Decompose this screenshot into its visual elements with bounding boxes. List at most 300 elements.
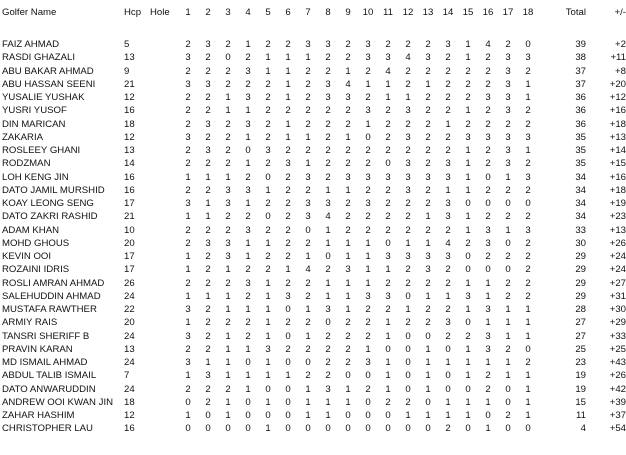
score-cell: 3 bbox=[285, 158, 291, 170]
spacer-cell bbox=[538, 131, 548, 144]
golfer-name-cell: ABU HASSAN SEENI bbox=[2, 78, 96, 90]
score-cell: 2 bbox=[485, 52, 491, 64]
score-cell: 0 bbox=[465, 423, 471, 435]
score-cell: 3 bbox=[525, 131, 531, 143]
total-cell: 38 bbox=[575, 52, 586, 64]
score-cell: 0 bbox=[265, 383, 271, 395]
score-cell: 1 bbox=[445, 396, 451, 408]
score-cell: 3 bbox=[185, 330, 191, 342]
hole-4-header: 4 bbox=[245, 7, 251, 18]
hole-cell bbox=[150, 224, 178, 237]
hole-cell bbox=[150, 343, 178, 356]
score-cell: 3 bbox=[505, 52, 511, 64]
score-cell: 2 bbox=[485, 105, 491, 117]
table-row bbox=[2, 263, 626, 276]
hole-12-header: 12 bbox=[402, 7, 414, 18]
score-cell: 0 bbox=[265, 171, 271, 183]
plus-minus-cell: +18 bbox=[609, 184, 626, 196]
score-cell: 3 bbox=[185, 357, 191, 368]
table-row bbox=[2, 422, 626, 435]
score-cell: 3 bbox=[505, 92, 511, 103]
spacer-cell bbox=[538, 144, 548, 157]
score-cell: 0 bbox=[345, 410, 351, 421]
hcp-cell: 21 bbox=[124, 211, 135, 223]
spacer-cell bbox=[538, 184, 548, 197]
score-cell: 0 bbox=[385, 343, 391, 355]
score-cell: 2 bbox=[445, 78, 451, 90]
score-cell: 0 bbox=[285, 396, 291, 408]
hcp-cell: 9 bbox=[124, 65, 130, 77]
score-cell: 2 bbox=[325, 158, 331, 170]
score-cell: 1 bbox=[265, 396, 271, 408]
score-cell: 2 bbox=[185, 184, 191, 196]
score-cell: 3 bbox=[485, 330, 491, 342]
hole-cell bbox=[150, 51, 178, 64]
golfer-name-cell: CHRISTOPHER LAU bbox=[2, 423, 93, 435]
score-cell: 3 bbox=[365, 357, 371, 368]
hole-cell bbox=[150, 422, 178, 435]
score-cell: 1 bbox=[245, 237, 251, 249]
score-cell: 3 bbox=[445, 171, 451, 183]
score-cell: 1 bbox=[425, 343, 431, 355]
hcp-cell: 16 bbox=[124, 171, 135, 183]
score-cell: 1 bbox=[245, 39, 251, 50]
score-cell: 2 bbox=[265, 131, 271, 143]
score-cell: 3 bbox=[185, 131, 191, 143]
hole-cell bbox=[150, 131, 178, 144]
total-cell: 28 bbox=[575, 304, 586, 315]
score-cell: 2 bbox=[345, 357, 351, 368]
score-cell: 3 bbox=[205, 237, 211, 249]
score-cell: 1 bbox=[285, 92, 291, 103]
score-cell: 2 bbox=[225, 224, 231, 236]
score-cell: 2 bbox=[525, 237, 531, 249]
hole-cell bbox=[150, 383, 178, 396]
score-cell: 2 bbox=[385, 105, 391, 117]
hole-1-header: 1 bbox=[185, 7, 191, 18]
plus-minus-cell: +18 bbox=[609, 118, 626, 130]
hole-16-header: 16 bbox=[482, 7, 494, 18]
score-cell: 1 bbox=[225, 410, 231, 421]
hole-15-header: 15 bbox=[462, 7, 474, 18]
score-cell: 0 bbox=[505, 423, 511, 435]
score-cell: 2 bbox=[205, 383, 211, 395]
total-cell: 35 bbox=[575, 158, 586, 170]
table-row bbox=[2, 184, 626, 197]
score-cell: 1 bbox=[345, 277, 351, 289]
hole-9-header: 9 bbox=[345, 7, 351, 18]
score-cell: 2 bbox=[305, 145, 311, 156]
score-cell: 1 bbox=[325, 396, 331, 408]
score-cell: 0 bbox=[485, 264, 491, 276]
score-cell: 1 bbox=[505, 317, 511, 329]
score-cell: 0 bbox=[525, 39, 531, 50]
hole-17-header: 17 bbox=[502, 7, 514, 18]
score-cell: 2 bbox=[425, 118, 431, 130]
score-cell: 1 bbox=[525, 78, 531, 90]
score-cell: 1 bbox=[365, 277, 371, 289]
score-cell: 2 bbox=[385, 304, 391, 315]
hole-cell bbox=[150, 277, 178, 290]
score-cell: 3 bbox=[365, 290, 371, 302]
score-cell: 2 bbox=[405, 396, 411, 408]
score-cell: 2 bbox=[205, 251, 211, 262]
hole-cell bbox=[150, 38, 178, 51]
score-cell: 2 bbox=[505, 184, 511, 196]
total-cell: 15 bbox=[575, 396, 586, 408]
score-cell: 0 bbox=[285, 330, 291, 342]
total-cell: 36 bbox=[575, 92, 586, 103]
hole-cell bbox=[150, 330, 178, 343]
table-row bbox=[2, 409, 626, 422]
score-cell: 2 bbox=[445, 105, 451, 117]
hole-cell bbox=[150, 171, 178, 184]
total-cell: 36 bbox=[575, 105, 586, 117]
total-cell: 35 bbox=[575, 131, 586, 143]
total-cell: 11 bbox=[576, 410, 586, 421]
score-cell: 2 bbox=[525, 184, 531, 196]
golfer-name-cell: PRAVIN KARAN bbox=[2, 343, 73, 355]
hole-10-header: 10 bbox=[362, 7, 374, 18]
plus-minus-cell: +27 bbox=[609, 277, 626, 289]
score-cell: 3 bbox=[305, 198, 311, 209]
spacer-cell bbox=[538, 356, 548, 369]
score-cell: 2 bbox=[485, 78, 491, 90]
hole-cell bbox=[150, 157, 178, 170]
score-cell: 1 bbox=[445, 290, 451, 302]
score-cell: 0 bbox=[405, 330, 411, 342]
score-cell: 2 bbox=[525, 264, 531, 276]
plus-minus-cell: +2 bbox=[615, 39, 626, 50]
hole-14-header: 14 bbox=[442, 7, 454, 18]
score-cell: 0 bbox=[485, 198, 491, 209]
table-row bbox=[2, 91, 626, 104]
spacer-cell bbox=[538, 316, 548, 329]
score-cell: 2 bbox=[205, 158, 211, 170]
score-cell: 2 bbox=[425, 105, 431, 117]
score-cell: 1 bbox=[425, 357, 431, 368]
score-cell: 1 bbox=[325, 277, 331, 289]
score-cell: 1 bbox=[385, 78, 391, 90]
score-cell: 0 bbox=[305, 357, 311, 368]
spacer-cell bbox=[538, 104, 548, 117]
score-cell: 1 bbox=[225, 105, 231, 117]
hole-6-header: 6 bbox=[285, 7, 291, 18]
score-cell: 0 bbox=[265, 211, 271, 223]
score-cell: 2 bbox=[225, 383, 231, 395]
score-cell: 1 bbox=[205, 290, 211, 302]
spacer-cell bbox=[538, 383, 548, 396]
score-cell: 2 bbox=[385, 198, 391, 209]
score-cell: 2 bbox=[385, 224, 391, 236]
score-cell: 2 bbox=[285, 277, 291, 289]
plus-minus-cell: +29 bbox=[609, 317, 626, 329]
leaderboard-table bbox=[2, 4, 626, 436]
score-cell: 1 bbox=[305, 131, 311, 143]
plus-minus-cell: +24 bbox=[609, 251, 626, 262]
score-cell: 1 bbox=[305, 383, 311, 395]
hcp-cell: 7 bbox=[124, 370, 130, 382]
hcp-cell: 24 bbox=[124, 290, 135, 302]
score-cell: 3 bbox=[225, 237, 231, 249]
total-cell: 34 bbox=[575, 184, 586, 196]
score-cell: 3 bbox=[525, 224, 531, 236]
score-cell: 3 bbox=[185, 198, 191, 209]
score-cell: 1 bbox=[245, 304, 251, 315]
table-row bbox=[2, 131, 626, 144]
score-cell: 3 bbox=[345, 264, 351, 276]
table-row bbox=[2, 78, 626, 91]
spacer-cell bbox=[538, 343, 548, 356]
hole-cell bbox=[150, 237, 178, 250]
hole-cell bbox=[150, 210, 178, 223]
score-cell: 2 bbox=[285, 224, 291, 236]
score-cell: 2 bbox=[345, 330, 351, 342]
score-cell: 1 bbox=[325, 184, 331, 196]
score-cell: 2 bbox=[385, 39, 391, 50]
score-cell: 1 bbox=[525, 330, 531, 342]
score-cell: 2 bbox=[325, 145, 331, 156]
score-cell: 3 bbox=[365, 171, 371, 183]
score-cell: 0 bbox=[365, 131, 371, 143]
score-cell: 3 bbox=[225, 198, 231, 209]
score-cell: 2 bbox=[345, 118, 351, 130]
score-cell: 3 bbox=[445, 158, 451, 170]
score-cell: 0 bbox=[505, 383, 511, 395]
score-cell: 2 bbox=[285, 171, 291, 183]
total-cell: 39 bbox=[575, 39, 586, 50]
score-cell: 2 bbox=[425, 158, 431, 170]
score-cell: 2 bbox=[505, 343, 511, 355]
score-cell: 2 bbox=[305, 92, 311, 103]
score-cell: 2 bbox=[405, 277, 411, 289]
plus-minus-cell: +33 bbox=[609, 330, 626, 342]
score-cell: 2 bbox=[525, 158, 531, 170]
score-cell: 2 bbox=[385, 145, 391, 156]
score-cell: 1 bbox=[525, 92, 531, 103]
score-cell: 0 bbox=[305, 224, 311, 236]
score-cell: 1 bbox=[185, 317, 191, 329]
table-row bbox=[2, 51, 626, 64]
score-cell: 1 bbox=[345, 304, 351, 315]
total-cell: 25 bbox=[575, 343, 586, 355]
score-cell: 0 bbox=[465, 251, 471, 262]
score-cell: 2 bbox=[205, 131, 211, 143]
score-cell: 3 bbox=[505, 158, 511, 170]
score-cell: 2 bbox=[225, 65, 231, 77]
score-cell: 2 bbox=[365, 184, 371, 196]
score-cell: 1 bbox=[525, 145, 531, 156]
score-cell: 1 bbox=[265, 304, 271, 315]
score-cell: 3 bbox=[425, 52, 431, 64]
score-cell: 3 bbox=[305, 211, 311, 223]
score-cell: 1 bbox=[305, 52, 311, 64]
table-row bbox=[2, 237, 626, 250]
score-cell: 2 bbox=[285, 211, 291, 223]
score-cell: 2 bbox=[385, 277, 391, 289]
hole-cell bbox=[150, 104, 178, 117]
table-row bbox=[2, 250, 626, 263]
score-cell: 3 bbox=[405, 184, 411, 196]
hcp-header: Hcp bbox=[124, 7, 142, 18]
score-cell: 1 bbox=[285, 118, 291, 130]
score-cell: 1 bbox=[425, 383, 431, 395]
score-cell: 1 bbox=[485, 357, 491, 368]
score-cell: 3 bbox=[205, 78, 211, 90]
table-row bbox=[2, 330, 626, 343]
golfer-name-cell: ZAKARIA bbox=[2, 131, 44, 143]
score-cell: 3 bbox=[405, 251, 411, 262]
score-cell: 3 bbox=[245, 184, 251, 196]
score-cell: 0 bbox=[285, 383, 291, 395]
score-cell: 2 bbox=[525, 290, 531, 302]
score-cell: 3 bbox=[365, 39, 371, 50]
score-cell: 1 bbox=[345, 396, 351, 408]
score-cell: 1 bbox=[325, 224, 331, 236]
score-cell: 1 bbox=[285, 370, 291, 382]
score-cell: 2 bbox=[485, 370, 491, 382]
table-row bbox=[2, 197, 626, 210]
score-cell: 1 bbox=[385, 330, 391, 342]
score-cell: 0 bbox=[505, 237, 511, 249]
table-row bbox=[2, 396, 626, 409]
golfer-name-cell: MUSTAFA RAWTHER bbox=[2, 304, 97, 315]
score-cell: 2 bbox=[185, 224, 191, 236]
score-cell: 2 bbox=[205, 396, 211, 408]
table-row bbox=[2, 224, 626, 237]
score-cell: 2 bbox=[425, 184, 431, 196]
table-row bbox=[2, 118, 626, 131]
score-cell: 2 bbox=[325, 171, 331, 183]
total-cell: 29 bbox=[575, 277, 586, 289]
score-cell: 2 bbox=[485, 145, 491, 156]
score-cell: 2 bbox=[385, 184, 391, 196]
score-cell: 2 bbox=[385, 118, 391, 130]
golfer-name-cell: DATO ZAKRI RASHID bbox=[2, 211, 98, 223]
score-cell: 0 bbox=[245, 145, 251, 156]
score-cell: 1 bbox=[205, 171, 211, 183]
header-row bbox=[2, 4, 626, 21]
score-cell: 2 bbox=[425, 317, 431, 329]
score-cell: 1 bbox=[285, 131, 291, 143]
total-cell: 34 bbox=[575, 171, 586, 183]
total-cell: 19 bbox=[575, 370, 586, 382]
score-cell: 2 bbox=[205, 343, 211, 355]
score-cell: 1 bbox=[225, 92, 231, 103]
score-cell: 2 bbox=[305, 277, 311, 289]
table-row bbox=[2, 383, 626, 396]
score-cell: 3 bbox=[485, 224, 491, 236]
score-cell: 1 bbox=[345, 383, 351, 395]
hcp-cell: 13 bbox=[124, 145, 135, 156]
spacer-cell bbox=[538, 303, 548, 316]
score-cell: 1 bbox=[305, 396, 311, 408]
score-cell: 2 bbox=[505, 211, 511, 223]
score-cell: 2 bbox=[305, 370, 311, 382]
score-cell: 3 bbox=[485, 92, 491, 103]
plus-minus-cell: +13 bbox=[609, 131, 626, 143]
total-cell: 4 bbox=[580, 423, 586, 435]
score-cell: 2 bbox=[465, 92, 471, 103]
score-cell: 2 bbox=[405, 39, 411, 50]
golfer-name-cell: FAIZ AHMAD bbox=[2, 39, 60, 50]
score-cell: 1 bbox=[445, 118, 451, 130]
score-cell: 2 bbox=[205, 184, 211, 196]
score-cell: 2 bbox=[505, 118, 511, 130]
hole-cell bbox=[150, 197, 178, 210]
table-row bbox=[2, 369, 626, 382]
score-cell: 3 bbox=[385, 171, 391, 183]
score-cell: 2 bbox=[365, 158, 371, 170]
score-cell: 2 bbox=[445, 92, 451, 103]
score-cell: 2 bbox=[305, 105, 311, 117]
score-cell: 2 bbox=[405, 264, 411, 276]
score-cell: 2 bbox=[425, 65, 431, 77]
score-cell: 2 bbox=[445, 330, 451, 342]
score-cell: 1 bbox=[285, 65, 291, 77]
score-cell: 1 bbox=[245, 343, 251, 355]
score-cell: 1 bbox=[245, 383, 251, 395]
score-cell: 3 bbox=[325, 304, 331, 315]
score-cell: 2 bbox=[525, 211, 531, 223]
score-cell: 1 bbox=[505, 304, 511, 315]
score-cell: 1 bbox=[245, 158, 251, 170]
score-cell: 2 bbox=[365, 65, 371, 77]
score-cell: 0 bbox=[385, 410, 391, 421]
score-cell: 1 bbox=[325, 237, 331, 249]
score-cell: 2 bbox=[465, 237, 471, 249]
score-cell: 1 bbox=[265, 237, 271, 249]
score-cell: 2 bbox=[505, 290, 511, 302]
total-cell: 36 bbox=[575, 118, 586, 130]
score-cell: 1 bbox=[245, 131, 251, 143]
score-cell: 1 bbox=[425, 211, 431, 223]
score-cell: 3 bbox=[325, 383, 331, 395]
spacer-cell bbox=[538, 197, 548, 210]
score-cell: 2 bbox=[285, 105, 291, 117]
spacer-cell bbox=[538, 51, 548, 64]
score-cell: 2 bbox=[485, 251, 491, 262]
score-cell: 1 bbox=[465, 410, 471, 421]
score-cell: 1 bbox=[185, 171, 191, 183]
score-cell: 1 bbox=[325, 290, 331, 302]
hcp-cell: 5 bbox=[124, 39, 130, 50]
leaderboard-body bbox=[2, 21, 626, 436]
score-cell: 2 bbox=[445, 52, 451, 64]
score-cell: 0 bbox=[425, 396, 431, 408]
score-cell: 2 bbox=[405, 317, 411, 329]
score-cell: 1 bbox=[325, 410, 331, 421]
score-cell: 0 bbox=[265, 410, 271, 421]
score-cell: 3 bbox=[305, 171, 311, 183]
score-cell: 2 bbox=[345, 317, 351, 329]
score-cell: 1 bbox=[445, 184, 451, 196]
score-cell: 2 bbox=[445, 264, 451, 276]
score-cell: 0 bbox=[525, 198, 531, 209]
score-cell: 3 bbox=[185, 78, 191, 90]
hole-cell bbox=[150, 369, 178, 382]
spacer-cell bbox=[538, 409, 548, 422]
score-cell: 3 bbox=[485, 343, 491, 355]
hole-cell bbox=[150, 78, 178, 91]
score-cell: 2 bbox=[245, 78, 251, 90]
score-cell: 2 bbox=[265, 105, 271, 117]
score-cell: 2 bbox=[365, 224, 371, 236]
table-row bbox=[2, 303, 626, 316]
hole-cell bbox=[150, 290, 178, 303]
score-cell: 3 bbox=[445, 251, 451, 262]
score-cell: 3 bbox=[525, 52, 531, 64]
